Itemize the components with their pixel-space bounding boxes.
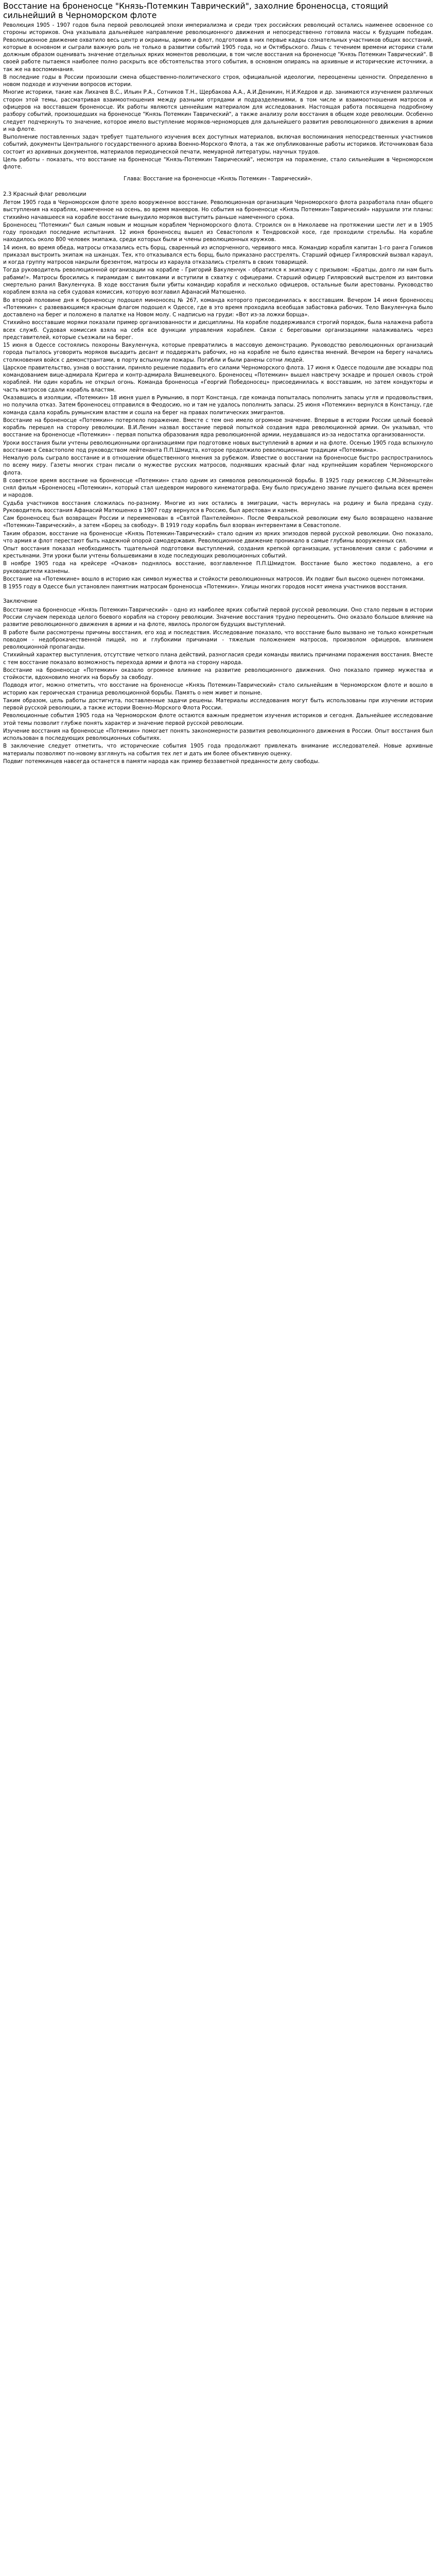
body-paragraph: Немалую роль сыграло восстание и в отношении общественного мнения за рубежом. Известие о восстании на броненосце быстро распространилось по всему миру. Газеты многих стран писали о мужестве русских матросов, поднявших красный флаг над крупнейшим кораблем Черноморского флота.	[3, 454, 433, 476]
intro-section	[3, 22, 433, 171]
conclusion-paragraph: Подвиг потемкинцев навсегда останется в памяти народа как пример беззаветной преданности делу свободы.	[3, 758, 320, 765]
conclusion-heading: Заключение	[3, 598, 38, 605]
conclusion-paragraph: Революционные события 1905 года на Черноморском флоте остаются важным предметом изучения историков и сегодня. Дальнейшее исследование этой темы позволит глубже понять характер и значение первой русской революции.	[3, 713, 433, 726]
body-paragraph: Броненосец "Потемкин" был самым новым и мощным кораблем Черноморского флота. Строился он в Николаеве на протяжении шести лет и в 1905 году проходил последние испытания. 12 июня броненосец вышел из Севастополя к Тендровской косе, где проходили стрельбы. На корабле находилось около 800 человек экипажа, среди которых были и члены революционных кружков.	[3, 222, 433, 243]
conclusion-paragraph: В заключение следует отметить, что исторические события 1905 года продолжают привлекать внимание исследователей. Новые архивные материалы позволяют по-новому взглянуть на события тех лет и дать им более объективную оценку.	[3, 743, 433, 757]
body-paragraph: Сам броненосец был возвращен России и переименован в «Святой Пантелеймон». После Февральской революции ему было возвращено название «Потемкин-Таврический», а затем «Борец за свободу». В 1919 году корабль был взорван интервентами в Севастополе.	[3, 515, 433, 529]
body-paragraph: Оказавшись в изоляции, «Потемкин» 18 июня ушел в Румынию, в порт Констанца, где команда попыталась пополнить запасы угля и продовольствия, но получила отказ. Затем броненосец отправился в Феодосию, но и там не удалось пополнить запасы. 25 июня «Потемкин» вернулся в Констанцу, где команда сдала корабль румынским властям и сошла на берег на правах политических эмигрантов.	[3, 394, 433, 416]
intro-paragraph: В последние годы в России произошли смена общественно-политического строя, официальной идеологии, переоценены ценности. Определенно в новом подходе и изучении вопросов истории.	[3, 74, 433, 88]
body-paragraph: В ноябре 1905 года на крейсере «Очаков» поднялось восстание, возглавленное П.П.Шмидтом. Восстание было жестоко подавлено, а его руководители казнены.	[3, 561, 433, 574]
intro-paragraph: Выполнение поставленных задач требует тщательного изучения всех доступных материалов, включая воспоминания непосредственных участников событий, документы Центрального государственного архива Военно-Морского Флота, а так же опубликованные работы историков. Источниковая база состоит из архивных документов, материалов периодической печати, мемуарной литературы, научных трудов.	[3, 134, 433, 155]
body-paragraph: Стихийно восставшие моряки показали пример организованности и дисциплины. На корабле поддерживался строгий порядок, была налажена работа всех служб. Судовая комиссия взяла на себя все функции управления кораблем. Связи с береговыми организациями налаживались через представителей, которые съезжали на берег.	[3, 319, 433, 341]
conclusion-paragraph: Восстание на броненосце «Потемкин» оказало огромное влияние на развитие революционного движения. Оно показало пример мужества и стойкости, вдохновило многих на борьбу за свободу.	[3, 667, 433, 681]
conclusion-paragraph: Восстание на броненосце «Князь Потемкин-Таврический» - одно из наиболее ярких событий первой русской революции. Оно стало первым в истории России случаем перехода целого боевого корабля на сторону революции. Значение восстания трудно переоценить. Оно оказало большое влияние на развитие революционного движения в армии и на флоте, явилось прологом будущих выступлений.	[3, 606, 433, 628]
conclusion-paragraph: В работе были рассмотрены причины восстания, его ход и последствия. Исследование показало, что восстание было вызвано не только конкретным поводом - недоброкачественной пищей, но и глубокими причинами - тяжелым положением матросов, произволом офицеров, влиянием революционной пропаганды.	[3, 629, 433, 651]
body-paragraph: Опыт восстания показал необходимость тщательной подготовки выступлений, создания крепкой организации, установления связи с рабочими и крестьянами. Эти уроки были учтены большевиками в ходе последующих революционных событий.	[3, 546, 433, 560]
chapter-title: Глава: Восстание на броненосце «Князь Потемкин - Таврический».	[124, 175, 312, 182]
section-body	[3, 199, 433, 590]
body-paragraph: Во второй половине дня к броненосцу подошел миноносец № 267, команда которого присоединилась к восставшим. Вечером 14 июня броненосец «Потемкин» с развевающимся красным флагом подошел к Одессе, где в это время проходила всеобщая забастовка рабочих. Тело Вакуленчука было доставлено на берег и положено в палатке на Новом молу. С надписью на груди: «Вот из-за ложки борща».	[3, 297, 433, 318]
conclusion-paragraph: Стихийный характер выступления, отсутствие четкого плана действий, разногласия среди команды явились причинами поражения восстания. Вместе с тем восстание показало возможность перехода армии и флота на сторону народа.	[3, 652, 433, 666]
body-paragraph: В советское время восстание на броненосце «Потемкин» стало одним из символов революционной борьбы. В 1925 году режиссер С.М.Эйзенштейн снял фильм «Броненосец «Потемкин», который стал шедевром мирового кинематографа. Ему было присуждено звание лучшего фильма всех времен и народов.	[3, 477, 433, 499]
conclusion-paragraph: Таким образом, цель работы достигнута, поставленные задачи решены. Материалы исследования могут быть использованы при изучении истории первой русской революции, а также истории Военно-Морского Флота России.	[3, 697, 433, 711]
body-paragraph: Уроки восстания были учтены революционными организациями при подготовке новых выступлений в армии и на флоте. Осенью 1905 года вспыхнуло восстание в Севастополе под руководством лейтенанта П.П.Шмидта, которое продолжило революционные традиции «Потемкина».	[3, 439, 433, 453]
body-paragraph: В 1955 году в Одессе был установлен памятник матросам броненосца «Потемкин». Улицы многих городов носят имена участников восстания.	[3, 584, 408, 590]
body-paragraph: Тогда руководитель революционной организации на корабле - Григорий Вакуленчук - обратился к экипажу с призывом: «Братцы, долго ли нам быть рабами!». Матросы бросились к пирамидам с винтовками и вступили в схватку с офицерами. Старший офицер Гиляровский выстрелом из винтовки смертельно ранил Вакуленчука. В ходе восстания были убиты командир корабля и несколько офицеров, остальные были арестованы. Руководство кораблем взяла на себя судовая комиссия, которую возглавил Афанасий Матюшенко.	[3, 267, 433, 296]
body-paragraph: Царское правительство, узнав о восстании, приняло решение подавить его силами Черноморского флота. 17 июня к Одессе подошли две эскадры под командованием вице-адмирала Кригера и контр-адмирала Вишневецкого. Броненосец «Потемкин» вышел навстречу эскадре и прошел сквозь строй кораблей. Ни один корабль не открыл огонь. Команда броненосца «Георгий Победоносец» присоединилась к восставшим, но затем кондукторы и часть матросов сдали корабль властям.	[3, 364, 433, 393]
body-paragraph: 14 июня, во время обеда, матросы отказались есть борщ, сваренный из испорченного, червивого мяса. Командир корабля капитан 1-го ранга Голиков приказал выстроить экипаж на шканцах. Тех, кто отказывался есть борщ, было приказано расстрелять. Старший офицер Гиляровский вызвал караул, и когда группу матросов накрыли брезентом, матросы из караула отказались стрелять в своих товарищей.	[3, 244, 433, 266]
document-title: Восстание на броненосце "Князь-Потемкин Таврический", захолние броненосца, стоящий сильнейший в Черноморском флоте	[3, 2, 388, 20]
section-heading: 2.3 Красный флаг революции	[3, 191, 86, 197]
body-paragraph: Таким образом, восстание на броненосце «Князь Потемкин-Таврический» стало одним из ярких эпизодов первой русской революции. Оно показало, что армия и флот перестают быть надежной опорой самодержавия. Революционное движение проникало в самые глубины вооруженных сил.	[3, 530, 433, 544]
conclusion-paragraph: Подводя итог, можно отметить, что восстание на броненосце «Князь Потемкин-Таврический» стало сильнейшим в Черноморском флоте и вошло в историю как героическая страница революционной борьбы. Память о нем живет и поныне.	[3, 682, 433, 696]
conclusion-body	[3, 606, 433, 765]
intro-paragraph: Революция 1905 - 1907 годов была первой революцией эпохи империализма и среди трех российских революций остались наименее освоенное со стороны историков. Она указывала дальнейшее направление революционного движения и непосредственно готовила массы к будущим победам. Революционное движение охватило весь центр и окраины, армию и флот, подготовив в них первые кадры сознательных участников общих восстаний, которые в основном и сыграли важную роль не только в развитии событий 1905 года, но и Октябрьского. Лишь с течением времени историки стали должным образом оценивать значение отдельных ярких моментов революции, в том числе восстания на броненосце "Князь Потемкин Таврический". В своей работе пытаемся наиболее полно раскрыть все обстоятельства этого события, в основном опираясь на архивные и исторические источники, а так же на воспоминания.	[3, 22, 433, 73]
conclusion-paragraph: Изучение восстания на броненосце «Потемкин» помогает понять закономерности развития революционного движения в России. Опыт восстания был использован в последующих революционных событиях.	[3, 727, 433, 742]
intro-paragraph: Многие историки, такие как Лихачев В.С., Ильин Р.А., Сотников Т.Н., Щербакова А.А., А.И.Деникин, Н.И.Кедров и др. занимаются изучением различных сторон этой темы, рассматривая взаимоотношения между разными отрядами и подразделениями, в том числе и взаимоотношения матросов и офицеров на восставшем броненосце. Их работы являются ценнейшим материалом для исследования. Настоящая работа посвящена подробному разбору событий, произошедших на броненосце "Князь Потемкин Таврический", а также анализу роли восстания в общем ходе революции. Особенно следует подчеркнуть то значение, которое имело выступление моряков-черноморцев для дальнейшего развития революционного движения в армии и на флоте.	[3, 89, 433, 132]
body-paragraph: Судьба участников восстания сложилась по-разному. Многие из них остались в эмиграции, часть вернулась на родину и была предана суду. Руководитель восстания Афанасий Матюшенко в 1907 году вернулся в Россию, был арестован и казнен.	[3, 500, 433, 514]
body-paragraph: 15 июня в Одессе состоялись похороны Вакуленчука, которые превратились в массовую демонстрацию. Руководство революционных организаций города пыталось уговорить моряков высадить десант и поддержать рабочих, но на корабле не было единства мнений. Вечером на берегу начались столкновения войск с демонстрантами, в порту вспыхнули пожары. Погибли и были ранены сотни людей.	[3, 342, 433, 363]
intro-paragraph: Цель работы - показать, что восстание на броненосце "Князь-Потемкин Таврический", несмотря на поражение, стало сильнейшим в Черноморском флоте.	[3, 156, 433, 171]
body-paragraph: Летом 1905 года в Черноморском флоте зрело вооруженное восстание. Революционная организация Черноморского флота разработала план общего выступления на кораблях, намеченное на осень, во время маневров. Но события на броненосце «Князь Потемкин-Таврический» нарушили эти планы: стихийно начавшееся на корабле восстание вынудило моряков выступить раньше намеченного срока.	[3, 199, 433, 221]
body-paragraph: Восстание на «Потемкине» вошло в историю как символ мужества и стойкости революционных матросов. Их подвиг был высоко оценен потомками.	[3, 575, 425, 582]
body-paragraph: Восстание на броненосце «Потемкин» потерпело поражение. Вместе с тем оно имело огромное значение. Впервые в истории России целый боевой корабль перешел на сторону революции. В.И.Ленин назвал восстание первой попыткой создания ядра революционной армии. Он указывал, что восстание на броненосце «Потемкин» - первая попытка образования ядра революционной армии, неудавшаяся из-за недостатка организованности.	[3, 417, 433, 438]
